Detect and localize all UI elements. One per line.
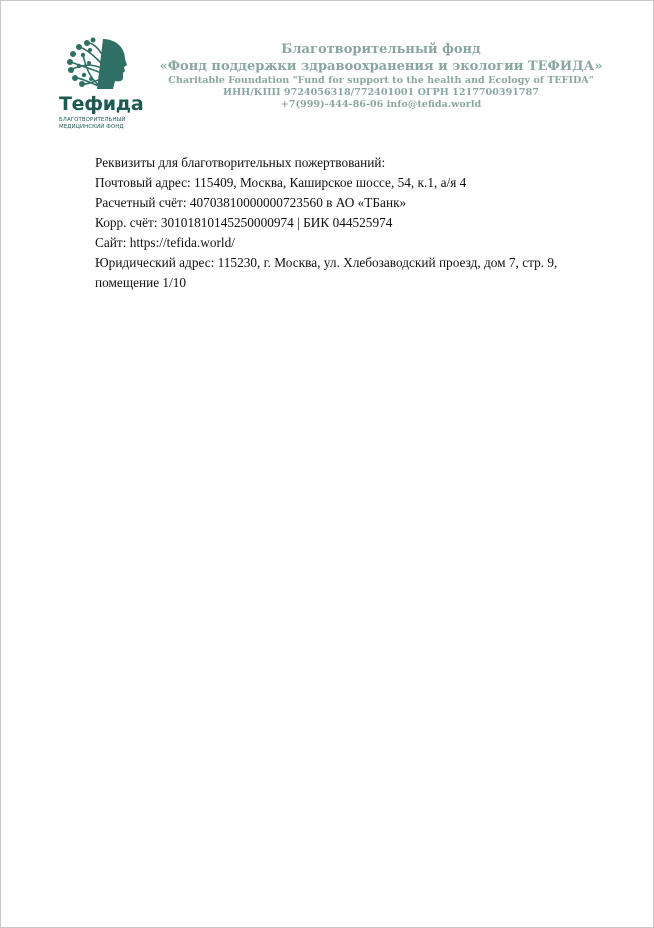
settlement-account: Расчетный счёт: 40703810000000723560 в АО «ТБанк» (95, 195, 407, 210)
header-contacts: +7(999)-444-86-06 info@tefida.world (280, 99, 482, 110)
header-org-name: «Фонд поддержки здравоохранения и экологии ТЕФИДА» (159, 59, 603, 74)
logo-tagline-line2: МЕДИЦИНСКИЙ ФОНД (59, 124, 124, 130)
legal-address-line2: помещение 1/10 (95, 275, 187, 290)
website: Сайт: https://tefida.world/ (95, 235, 235, 250)
legal-address-line1: Юридический адрес: 115230, г. Москва, ул. Хлебозаводский проезд, дом 7, стр. 9, (95, 255, 558, 270)
tree-profile-icon (53, 33, 143, 95)
logo-tagline-line1: БЛАГОТВОРИТЕЛЬНЫЙ (59, 117, 126, 123)
correspondent-account: Корр. счёт: 30101810145250000974 | БИК 044525974 (95, 215, 393, 230)
requisites-block (95, 153, 595, 293)
postal-address: Почтовый адрес: 115409, Москва, Каширское шоссе, 54, к.1, а/я 4 (95, 175, 467, 190)
foundation-logo (53, 33, 143, 131)
header-org-name-english: Charitable Foundation "Fund for support to the health and Ecology of TEFIDA" (168, 75, 594, 86)
requisites-title: Реквизиты для благотворительных пожертвований: (95, 155, 386, 170)
header-registration-ids: ИНН/КПП 9724056318/772401001 ОГРН 1217700391787 (223, 87, 539, 98)
logo-wordmark: Тефида (59, 93, 144, 115)
header-org-type: Благотворительный фонд (281, 42, 481, 57)
letterhead (151, 42, 611, 111)
